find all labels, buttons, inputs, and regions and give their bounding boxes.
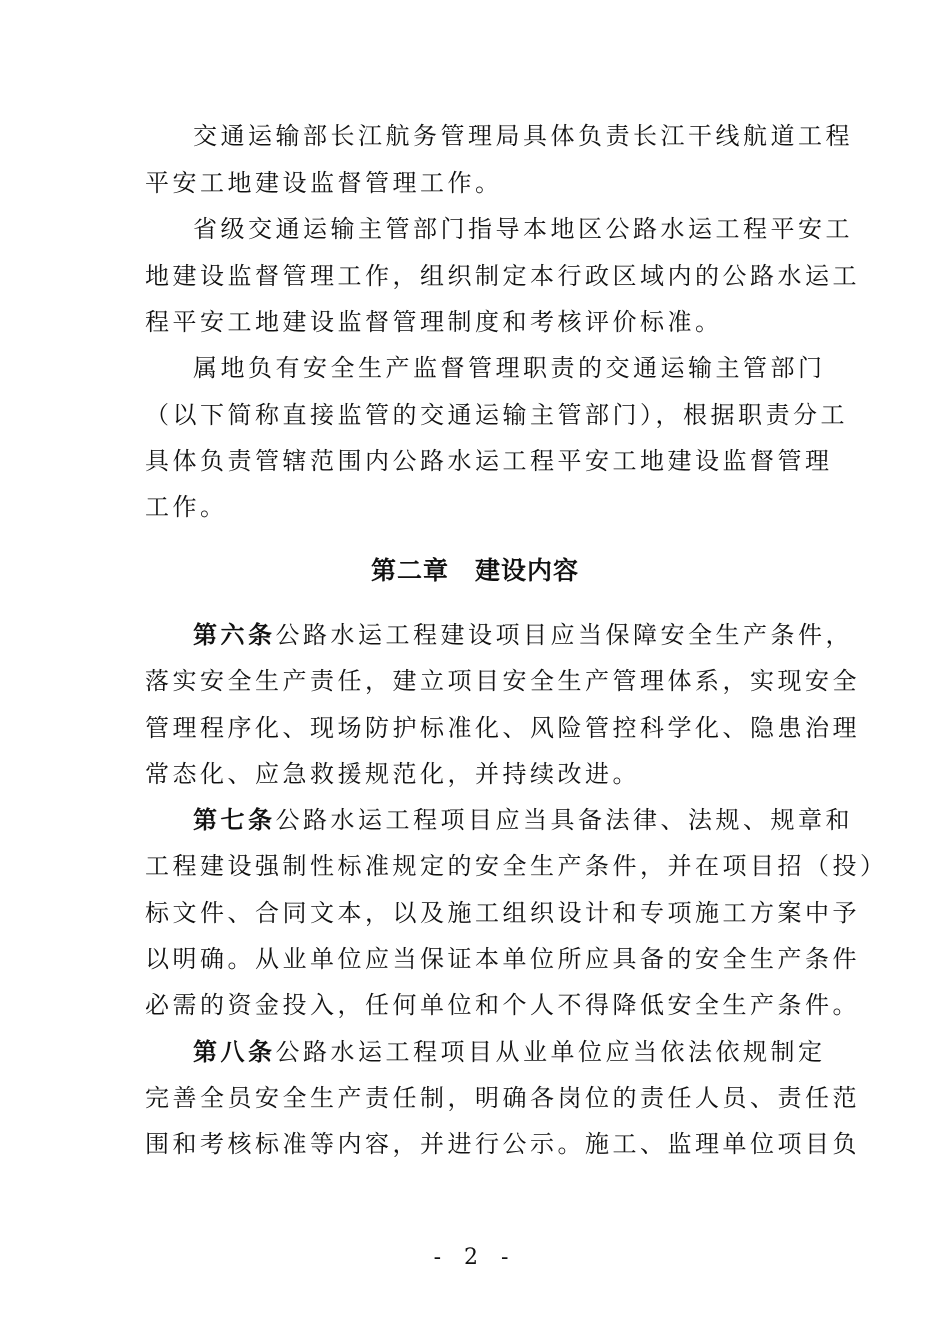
article-8-line-3: 围和考核标准等内容，并进行公示。施工、监理单位项目负 [145,1130,860,1158]
article-7-label: 第七条 [193,806,276,834]
article-8-line-1 [193,1037,826,1067]
paragraph-1-line-2: 平安工地建设监督管理工作。 [145,169,503,197]
paragraph-3-line-3: 具体负责管辖范围内公路水运工程平安工地建设监督管理 [145,447,833,475]
article-6-line-2: 落实安全生产责任，建立项目安全生产管理体系，实现安全 [145,667,860,695]
article-6-line-1 [193,620,853,650]
article-8-label: 第八条 [193,1038,276,1066]
article-6-line-4: 常态化、应急救援规范化，并持续改进。 [145,760,640,788]
article-7-line-3: 标文件、合同文本，以及施工组织设计和专项施工方案中予 [145,899,860,927]
paragraph-2-line-2: 地建设监督管理工作，组织制定本行政区域内的公路水运工 [145,262,860,290]
page-number: - 2 - [433,1245,517,1270]
article-6-text: 公路水运工程建设项目应当保障安全生产条件， [275,621,853,649]
article-7-line-1 [193,805,853,835]
paragraph-3-line-4: 工作。 [145,493,228,521]
article-7-line-4: 以明确。从业单位应当保证本单位所应具备的安全生产条件 [145,945,860,973]
paragraph-2-line-1: 省级交通运输主管部门指导本地区公路水运工程平安工 [193,215,853,243]
article-8-line-2: 完善全员安全生产责任制，明确各岗位的责任人员、责任范 [145,1084,860,1112]
article-7-line-2: 工程建设强制性标准规定的安全生产条件，并在项目招（投） [145,852,888,880]
article-6-line-3: 管理程序化、现场防护标准化、风险管控科学化、隐患治理 [145,714,860,742]
article-8-text: 公路水运工程项目从业单位应当依法依规制定 [275,1038,826,1066]
paragraph-3-line-1: 属地负有安全生产监督管理职责的交通运输主管部门 [193,354,826,382]
article-7-text: 公路水运工程项目应当具备法律、法规、规章和 [275,806,853,834]
paragraph-1-line-1: 交通运输部长江航务管理局具体负责长江干线航道工程 [193,122,853,150]
chapter-heading: 第二章 建设内容 [370,556,579,585]
paragraph-2-line-3: 程平安工地建设监督管理制度和考核评价标准。 [145,308,723,336]
article-7-line-5: 必需的资金投入，任何单位和个人不得降低安全生产条件。 [145,991,860,1019]
article-6-label: 第六条 [193,621,276,649]
paragraph-3-line-2: （以下简称直接监管的交通运输主管部门），根据职责分工 [145,401,848,429]
